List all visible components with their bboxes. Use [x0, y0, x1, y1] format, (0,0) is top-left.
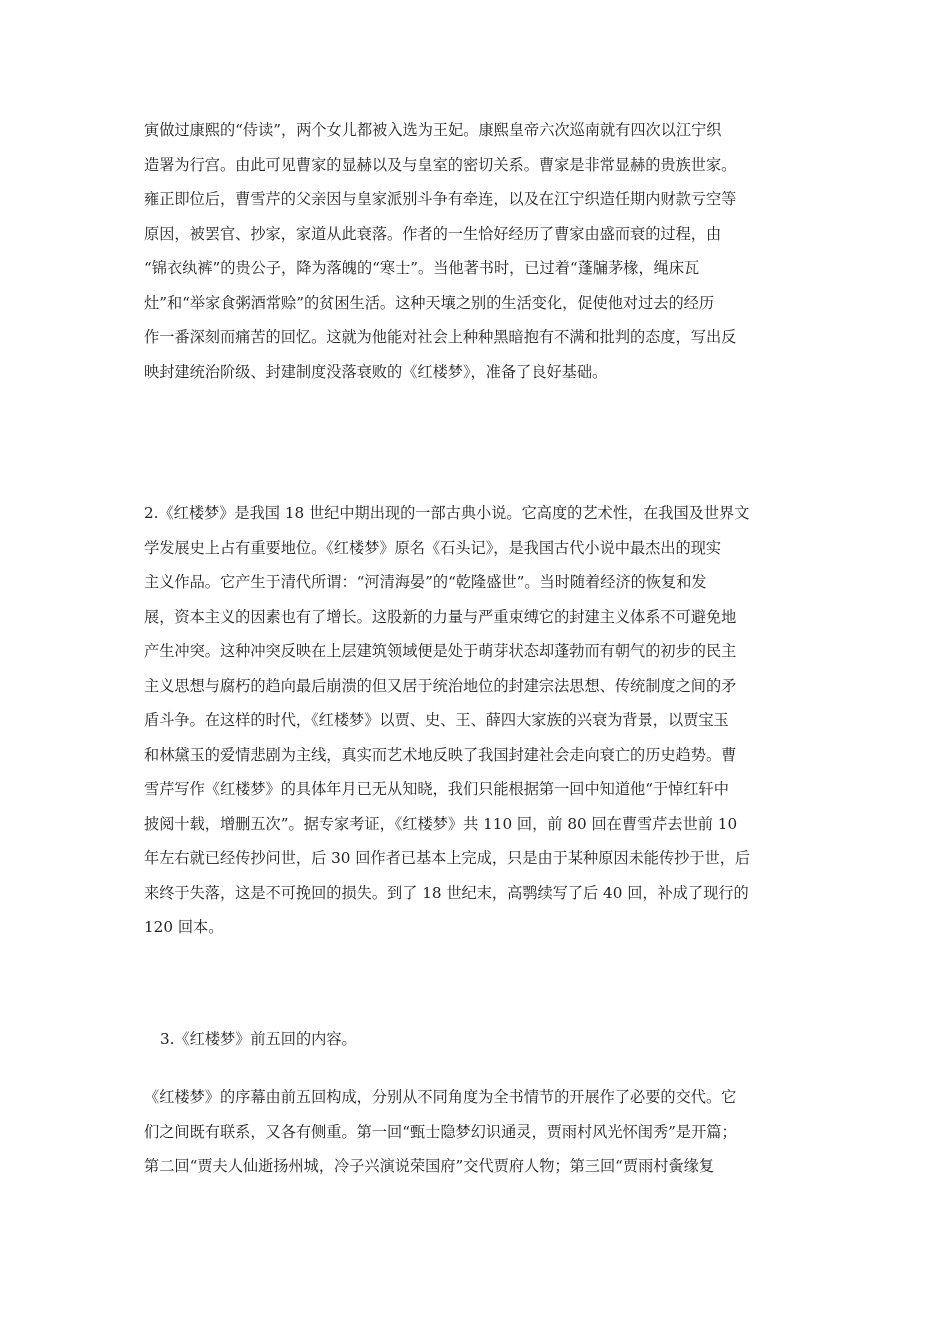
text-line: 来终于失落，这是不可挽回的损失。到了 18 世纪末，高鹗续写了后 40 回，补成了现行的	[144, 883, 749, 902]
text-line: 映封建统治阶级、封建制度没落衰败的《红楼梦》，准备了良好基础。	[144, 362, 608, 381]
text-line: 年左右就已经传抄问世，后 30 回作者已基本上完成，只是由于某种原因未能传抄于世，后	[144, 849, 751, 867]
text-line: 披阅十载，增删五次”。据专家考证，《红楼梦》共 110 回，前 80 回在曹雪芹去世前 10	[144, 814, 738, 833]
paragraph-cao-family-background	[144, 113, 809, 389]
text-line: 雪芹写作《红楼梦》的具体年月已无从知晓，我们只能根据第一回中知道他“于悼红轩中	[144, 780, 729, 798]
text-line: 原因，被罢官、抄家，家道从此衰落。作者的一生恰好经历了曹家由盛而衰的过程，由	[144, 224, 722, 243]
heading-line: 3.《红楼梦》前五回的内容。	[160, 1030, 357, 1048]
text-line: 造署为行宫。由此可见曹家的显赫以及与皇室的密切关系。曹家是非常显赫的贵族世家。	[144, 155, 737, 174]
text-line: 2.《红楼梦》是我国 18 世纪中期出现的一部古典小说。它高度的艺术性，在我国及世界文	[144, 504, 750, 522]
paragraph-section-2	[144, 496, 809, 945]
text-line: 盾斗争。在这样的时代，《红楼梦》以贾、史、王、薛四大家族的兴衰为背景，以贾宝玉	[144, 711, 729, 729]
text-line: 第二回“贾夫人仙逝扬州城，冷子兴演说荣国府”交代贾府人物；第三回“贾雨村夤缘复	[144, 1157, 715, 1175]
text-line: 产生冲突。这种冲突反映在上层建筑领域便是处于萌芽状态却蓬勃而有朝气的初步的民主	[144, 642, 737, 660]
text-line: 120 回本。	[144, 918, 224, 936]
text-line: “锦衣纨裤”的贵公子，降为落魄的“寒士”。当他著书时，已过着“蓬牖茅椽，绳床瓦	[144, 259, 700, 277]
text-line: 展，资本主义的因素也有了增长。这股新的力量与严重束缚它的封建主义体系不可避免地	[144, 607, 737, 626]
paragraph-section-3	[144, 1080, 809, 1184]
text-line: 学发展史上占有重要地位。《红楼梦》原名《石头记》，是我国古代小说中最杰出的现实	[144, 538, 722, 557]
text-line: 《红楼梦》的序幕由前五回构成，分别从不同角度为全书情节的开展作了必要的交代。它	[144, 1088, 737, 1106]
section-3-heading	[144, 1022, 809, 1057]
text-line: 们之间既有联系，又各有侧重。第一回“甄士隐梦幻识通灵，贾雨村风光怀闺秀”是开篇；	[144, 1122, 737, 1141]
text-line: 主义作品。它产生于清代所谓：“河清海晏”的“乾隆盛世”。当时随着经济的恢复和发	[144, 573, 707, 591]
text-line: 灶”和“举家食粥酒常赊”的贫困生活。这种天壤之别的生活变化，促使他对过去的经历	[144, 293, 715, 312]
text-line: 作一番深刻而痛苦的回忆。这就为他能对社会上种种黑暗抱有不满和批判的态度，写出反	[144, 328, 737, 346]
text-line: 和林黛玉的爱情悲剧为主线，真实而艺术地反映了我国封建社会走向衰亡的历史趋势。曹	[144, 745, 737, 764]
text-line: 主义思想与腐朽的趋向最后崩溃的但又居于统治地位的封建宗法思想、传统制度之间的矛	[144, 676, 737, 695]
text-line: 寅做过康熙的“侍读”，两个女儿都被入选为王妃。康熙皇帝六次巡南就有四次以江宁织	[144, 121, 722, 139]
text-line: 雍正即位后，曹雪芹的父亲因与皇家派别斗争有牵连，以及在江宁织造任期内财款亏空等	[144, 190, 737, 208]
